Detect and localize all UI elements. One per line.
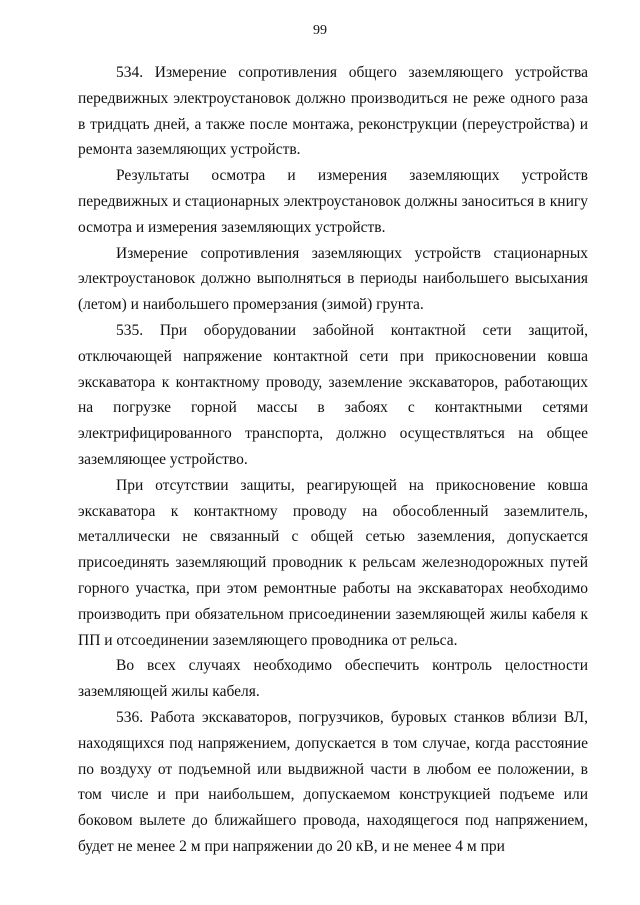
paragraph-535: 535. При оборудовании забойной контактной сети защитой, отключающей напряжение контактной сети при прикосновении ковша экскаватора к контактному проводу, заземление экскаваторов, работающих на погрузке горной массы в забоях с контактными сетями электрифицированного транспорта, должно осуществляться на общее заземляющее устройство.	[78, 321, 588, 468]
page-number: 99	[313, 23, 327, 38]
paragraph-no-protection: При отсутствии защиты, реагирующей на прикосновение ковша экскаватора к контактному проводу на обособленный заземлитель, металлически не связанный с общей сетью заземления, допускается присоединять заземляющий проводник к рельсам железнодорожных путей горного участка, при этом ремонтные работы на экскаваторах необходимо производить при обязательном присоединении заземляющей жилы кабеля к ПП и отсоединении заземляющего проводника от рельса.	[78, 476, 588, 649]
paragraph-536: 536. Работа экскаваторов, погрузчиков, буровых станков вблизи ВЛ, находящихся под напряжением, допускается в том случае, когда расстояние по воздуху от подъемной или выдвижной части в любом ее положении, в том числе и при наибольшем, допускаемом конструкцией подъеме или боковом вылете до ближайшего провода, находящегося под напряжением, будет не менее 2 м при напряжении до 20 кВ, и не менее 4 м при	[78, 708, 588, 855]
paragraph-534: 534. Измерение сопротивления общего заземляющего устройства передвижных электроустановок должно производиться не реже одного раза в тридцать дней, а также после монтажа, реконструкции (переустройства) и ремонта заземляющих устройств.	[78, 64, 588, 159]
paragraph-inspection-results: Результаты осмотра и измерения заземляющих устройств передвижных и стационарных электроустановок должны заноситься в книгу осмотра и измерения заземляющих устройств.	[78, 167, 588, 236]
body-text	[78, 60, 588, 860]
paragraph-integrity-control: Во всех случаях необходимо обеспечить контроль целостности заземляющей жилы кабеля.	[78, 657, 588, 701]
paragraph-measurement-periods: Измерение сопротивления заземляющих устройств стационарных электроустановок должно выполняться в периоды наибольшего высыхания (летом) и наибольшего промерзания (зимой) грунта.	[78, 244, 588, 314]
